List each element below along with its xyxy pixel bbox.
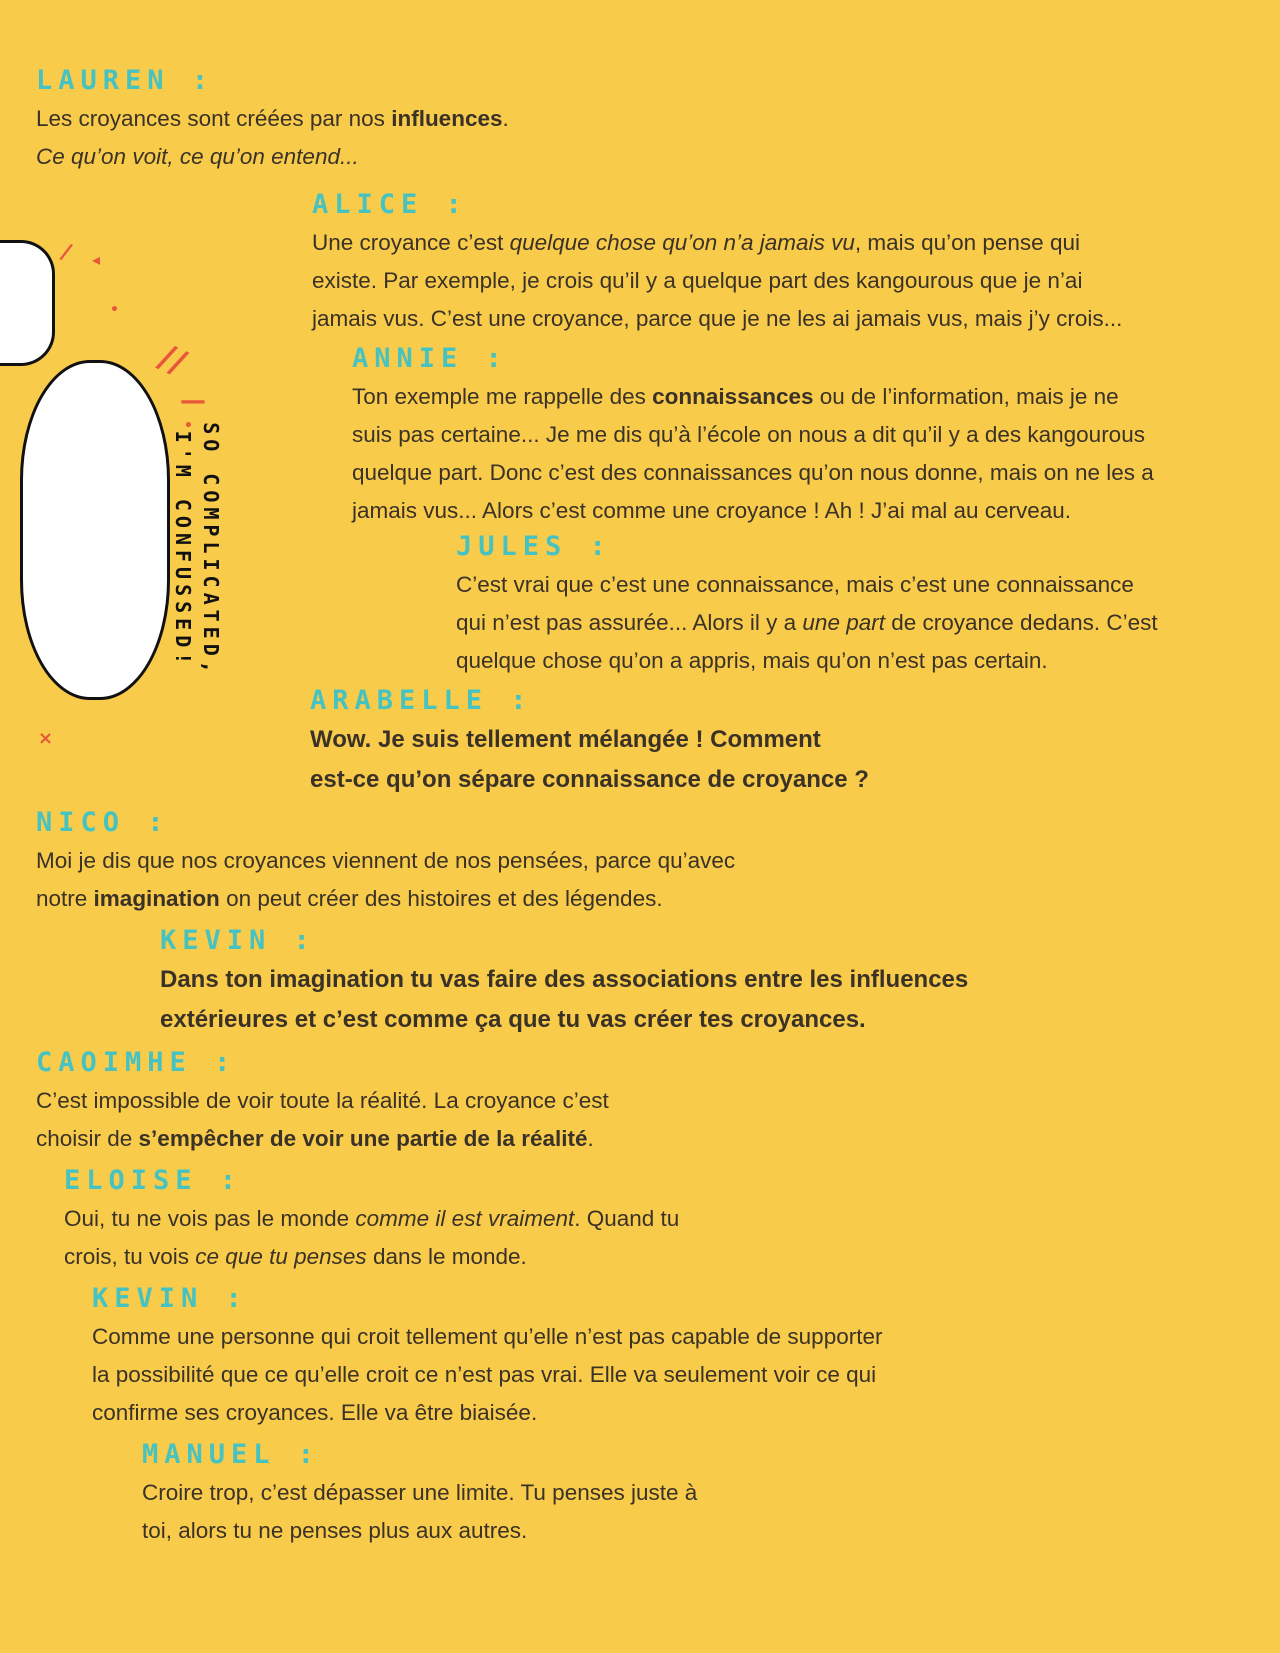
entry-nico xyxy=(36,808,735,918)
text-segment: Dans ton imagination tu vas faire des associations entre les influences xyxy=(160,966,969,993)
text-line xyxy=(36,880,735,918)
text-segment: quelque part. Donc c’est des connaissances qu’on nous donne, mais on ne les a xyxy=(352,460,1154,485)
text-line xyxy=(160,960,968,1000)
text-line xyxy=(160,1000,968,1040)
speaker-name: KEVIN : xyxy=(160,925,316,956)
text-segment: Ton exemple me rappelle des xyxy=(352,384,653,409)
text-segment: choisir de xyxy=(36,1126,139,1151)
text-segment: Une croyance c’est xyxy=(312,230,510,255)
text-segment: Moi je dis que nos croyances viennent de nos pensées, parce qu’avec xyxy=(36,848,736,873)
bold-text: connaissances xyxy=(652,384,814,409)
doodle-mark: / xyxy=(57,239,75,266)
text-segment: jamais vus. C’est une croyance, parce que je ne les ai jamais vus, mais j’y crois... xyxy=(312,306,1123,331)
speech-bubble-line-1: SO COMPLICATED, xyxy=(199,422,223,678)
text-segment: . xyxy=(587,1126,594,1151)
text-segment: la possibilité que ce qu’elle croit ce n’est pas vrai. Elle va seulement voir ce qui xyxy=(92,1362,877,1387)
doodle-mark: • xyxy=(184,418,193,434)
text-line xyxy=(312,262,1122,300)
text-line xyxy=(352,454,1154,492)
doodle-mark: // xyxy=(152,336,193,384)
partial-speech-bubble xyxy=(0,240,55,366)
entry-kevin-1 xyxy=(160,926,968,1040)
text-line xyxy=(352,416,1154,454)
text-segment: confirme ses croyances. Elle va être biaisée. xyxy=(92,1400,538,1425)
entry-lauren xyxy=(36,66,509,176)
entry-eloise xyxy=(64,1166,679,1276)
entry-text xyxy=(64,1200,679,1276)
text-line xyxy=(36,100,509,138)
entry-text xyxy=(160,960,968,1040)
text-segment: crois, tu vois xyxy=(64,1244,196,1269)
speaker-name: KEVIN : xyxy=(92,1283,248,1314)
text-segment: . xyxy=(502,106,509,131)
entry-jules xyxy=(456,532,1158,680)
speech-bubble-text xyxy=(165,380,225,720)
entry-alice xyxy=(312,190,1122,338)
entry-text xyxy=(36,1082,609,1158)
text-segment: C’est impossible de voir toute la réalité. La croyance c’est xyxy=(36,1088,609,1113)
speaker-name: ANNIE : xyxy=(352,343,508,374)
text-line xyxy=(92,1394,882,1432)
text-line xyxy=(64,1200,679,1238)
speaker-name: ELOISE : xyxy=(64,1165,243,1196)
text-segment: extérieures et c’est comme ça que tu vas créer tes croyances. xyxy=(160,1006,866,1033)
text-segment: Comme une personne qui croit tellement qu’elle n’est pas capable de supporter xyxy=(92,1324,883,1349)
text-line xyxy=(92,1356,882,1394)
text-line xyxy=(310,760,869,800)
speaker-name: NICO : xyxy=(36,807,170,838)
text-line xyxy=(36,1082,609,1120)
speaker-name: LAUREN : xyxy=(36,65,215,96)
text-line xyxy=(36,1120,609,1158)
entry-text xyxy=(36,100,509,176)
entry-text xyxy=(456,566,1158,680)
text-line xyxy=(312,300,1122,338)
text-line xyxy=(312,224,1122,262)
text-segment: Croire trop, c’est dépasser une limite. Tu penses juste à xyxy=(142,1480,698,1505)
text-segment: Oui, tu ne vois pas le monde xyxy=(64,1206,356,1231)
text-segment: toi, alors tu ne penses plus aux autres. xyxy=(142,1518,528,1543)
text-line xyxy=(64,1238,679,1276)
entry-text xyxy=(312,224,1122,338)
text-segment: Wow. Je suis tellement mélangée ! Comment xyxy=(310,726,821,753)
text-line xyxy=(142,1474,697,1512)
doodle-mark: × xyxy=(38,728,54,749)
text-line xyxy=(142,1512,697,1550)
entry-arabelle xyxy=(310,686,869,800)
text-segment: , mais qu’on pense qui xyxy=(854,230,1080,255)
italic-text: Ce qu’on voit, ce qu’on entend... xyxy=(36,144,359,169)
text-segment: . Quand tu xyxy=(574,1206,680,1231)
text-segment: ou de l’information, mais je ne xyxy=(813,384,1119,409)
bold-text: imagination xyxy=(93,886,220,911)
italic-text: ce que tu penses xyxy=(195,1244,367,1269)
text-line xyxy=(310,720,869,760)
entry-annie xyxy=(352,344,1154,530)
italic-text: quelque chose qu’on n’a jamais vu xyxy=(509,230,855,255)
entry-kevin-2 xyxy=(92,1284,882,1432)
text-segment: on peut créer des histoires et des légendes. xyxy=(219,886,663,911)
entry-text xyxy=(352,378,1154,530)
speaker-name: MANUEL : xyxy=(142,1439,321,1470)
entry-text xyxy=(92,1318,882,1432)
speaker-name: CAOIMHE : xyxy=(36,1047,237,1078)
bold-text: influences xyxy=(391,106,503,131)
speaker-name: JULES : xyxy=(456,531,612,562)
bold-text: s’empêcher de voir une partie de la réalité xyxy=(138,1126,588,1151)
entry-caoimhe xyxy=(36,1048,609,1158)
speaker-name: ARABELLE : xyxy=(310,685,533,716)
text-line xyxy=(456,604,1158,642)
italic-text: une part xyxy=(802,610,885,635)
text-segment: quelque chose qu’on a appris, mais qu’on n’est pas certain. xyxy=(456,648,1048,673)
text-segment: dans le monde. xyxy=(366,1244,527,1269)
text-segment: notre xyxy=(36,886,94,911)
text-segment: suis pas certaine... Je me dis qu’à l’école on nous a dit qu’il y a des kangourous xyxy=(352,422,1145,447)
text-segment: existe. Par exemple, je crois qu’il y a quelque part des kangourous que je n’ai xyxy=(312,268,1083,293)
italic-text: comme il est vraiment xyxy=(355,1206,575,1231)
text-segment: C’est vrai que c’est une connaissance, mais c’est une connaissance xyxy=(456,572,1134,597)
text-line xyxy=(352,492,1154,530)
text-segment: de croyance dedans. C’est xyxy=(884,610,1158,635)
text-segment: jamais vus... Alors c’est comme une croyance ! Ah ! J’ai mal au cerveau. xyxy=(352,498,1072,523)
text-line xyxy=(352,378,1154,416)
entry-manuel xyxy=(142,1440,697,1550)
text-line xyxy=(92,1318,882,1356)
text-segment: Les croyances sont créées par nos xyxy=(36,106,392,131)
speech-bubble-line-2: I'M CONFUSSED! xyxy=(171,430,195,670)
text-line xyxy=(36,138,509,176)
entry-text xyxy=(310,720,869,800)
text-segment: qui n’est pas assurée... Alors il y a xyxy=(456,610,803,635)
text-line xyxy=(456,642,1158,680)
text-line xyxy=(456,566,1158,604)
text-line xyxy=(36,842,735,880)
text-segment: est-ce qu’on sépare connaissance de croyance ? xyxy=(310,766,869,793)
doodle-mark: — xyxy=(180,386,206,416)
doodle-mark: ◂ xyxy=(92,250,101,269)
speech-bubble xyxy=(20,360,170,700)
entry-text xyxy=(142,1474,697,1550)
speaker-name: ALICE : xyxy=(312,189,468,220)
doodle-mark: • xyxy=(110,302,119,318)
entry-text xyxy=(36,842,735,918)
